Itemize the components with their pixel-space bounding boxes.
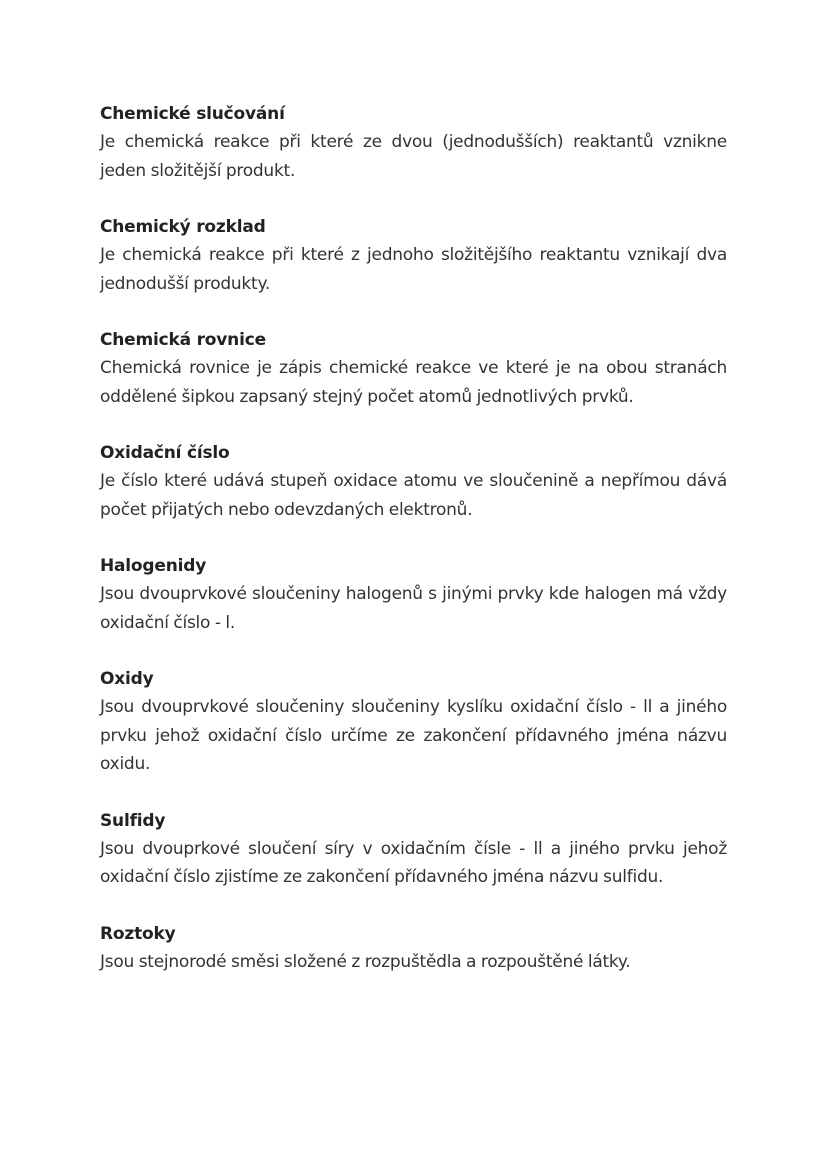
section-spacer — [100, 637, 727, 665]
section-spacer — [100, 779, 727, 807]
section-sulfidy — [100, 807, 727, 892]
term-definition: Chemická rovnice je zápis chemické reakce ve které je na obou stranách oddělené šipkou zapsaný stejný počet atomů jednotlivých prvků. — [100, 358, 727, 407]
section-spacer — [100, 298, 727, 326]
term-heading: Oxidační číslo — [100, 443, 230, 463]
section-spacer — [100, 524, 727, 552]
section-spacer — [100, 892, 727, 920]
term-heading: Sulfidy — [100, 810, 166, 831]
section-halogenidy — [100, 552, 727, 637]
section-roztoky — [100, 920, 727, 977]
term-definition: Je chemická reakce při které ze dvou (jednodušších) reaktantů vznikne jeden složitější produkt. — [100, 132, 727, 181]
term-heading: Chemické slučování — [100, 104, 285, 124]
section-spacer — [100, 185, 727, 213]
term-heading: Chemická rovnice — [100, 330, 266, 350]
term-definition: Jsou dvouprkové sloučení síry v oxidačním čísle - ll a jiného prvku jehož oxidační číslo zjistíme ze zakončení přídavného jména názvu sulfidu. — [100, 838, 727, 887]
term-definition: Jsou dvouprvkové sloučeniny halogenů s jinými prvky kde halogen má vždy oxidační číslo - l. — [100, 584, 727, 633]
term-definition: Jsou dvouprvkové sloučeniny sloučeniny kyslíku oxidační číslo - ll a jiného prvku jehož oxidační číslo určíme ze zakončení přídavného jména názvu oxidu. — [100, 697, 727, 774]
term-definition: Je chemická reakce při které z jednoho složitějšího reaktantu vznikají dva jednodušší produkty. — [100, 245, 727, 294]
section-spacer — [100, 411, 727, 439]
term-definition: Je číslo které udává stupeň oxidace atomu ve sloučenině a nepřímou dává počet přijatých nebo odevzdaných elektronů. — [100, 471, 727, 520]
section-chemicka-rovnice — [100, 326, 727, 411]
section-chemicky-rozklad — [100, 213, 727, 298]
section-oxidy — [100, 665, 727, 779]
term-heading: Oxidy — [100, 669, 154, 689]
document-page — [100, 100, 727, 976]
section-chemicke-slucovani — [100, 100, 727, 185]
term-heading: Chemický rozklad — [100, 217, 266, 237]
term-definition: Jsou stejnorodé směsi složené z rozpuštědla a rozpouštěné látky. — [100, 951, 631, 972]
term-heading: Halogenidy — [100, 556, 207, 576]
section-oxidacni-cislo — [100, 439, 727, 524]
term-heading: Roztoky — [100, 923, 176, 944]
